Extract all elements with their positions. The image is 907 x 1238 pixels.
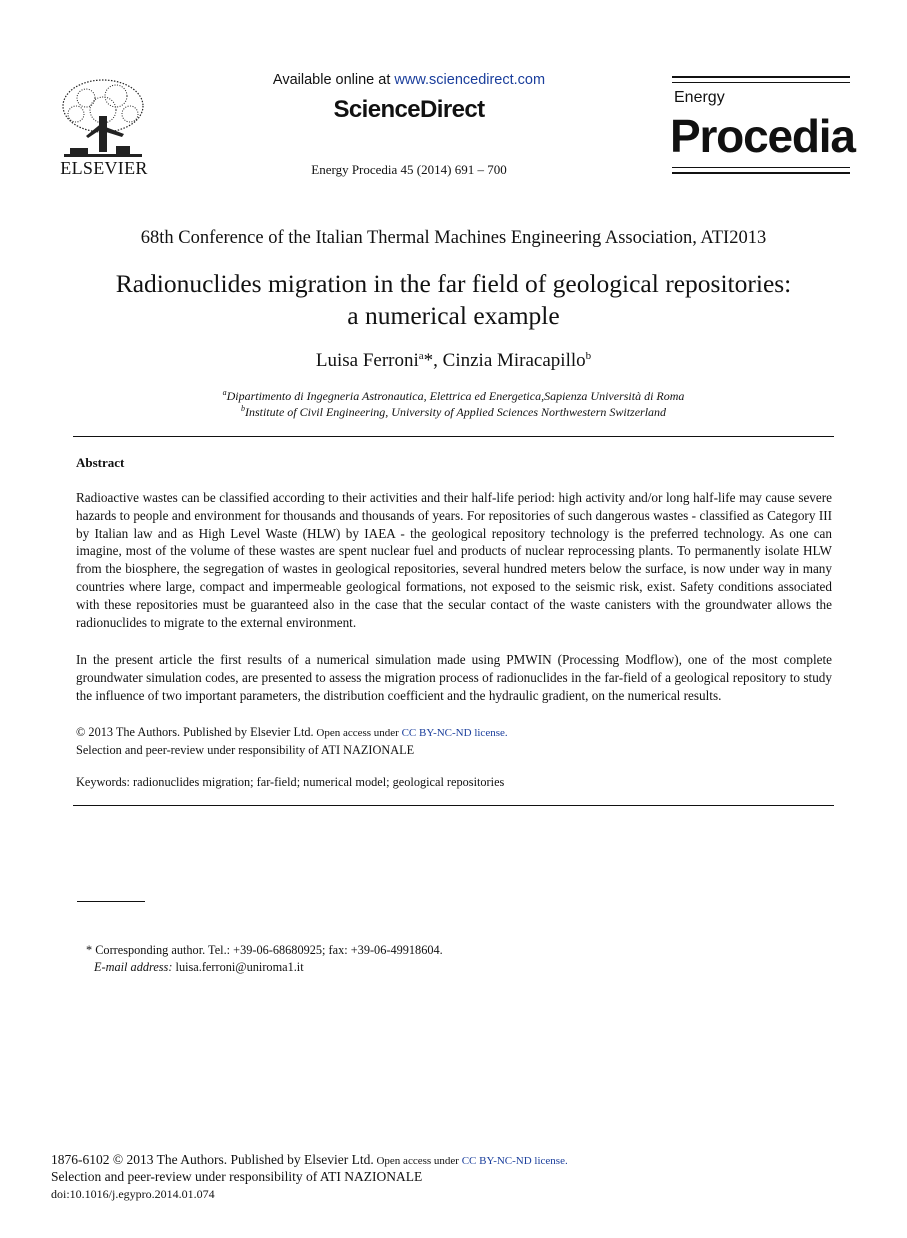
footer-copyright [51,1152,568,1168]
sciencedirect-url-link[interactable]: www.sciencedirect.com [394,72,546,88]
journal-logo-procedia: Procedia [670,110,855,162]
journal-logo-rule [672,167,850,168]
abstract-paragraph: Radioactive wastes can be classified according to their activities and their half-life period: high activity and/or long half-life may cause severe hazards to people and environment for thousands and thousands of years. For repositories of such dangerous wastes - classified as Category III by Italian law and as High Level Waste (HLW) by IAEA - the geological repository technology is the preferred technology. As one can imagine, most of the volume of these wastes are spent nuclear fuel and products of nuclear reprocessing plants. To permanently isolate HLW from the biosphere, the segregation of wastes in geological repositories, several hundred meters below the surface, is now under way in many countries where large, compact and impermeable geological formations, not exposed to the seismic risk, exist. Safety conditions associated with these repositories must be guaranteed also in the case that the secular contact of the waste canisters with the groundwater allows the radionuclides to migrate to the external environment. [76,490,832,630]
journal-logo-energy: Energy [674,89,725,106]
affiliation-marker: b [585,350,592,362]
open-access-text: Open access under [373,1155,462,1167]
journal-logo-rule [672,82,850,83]
affiliation-a [0,389,907,404]
keywords: Keywords: radionuclides migration; far-field; numerical model; geological repositories [76,775,505,789]
footer-copyright-text: 1876-6102 © 2013 The Authors. Published by Elsevier Ltd. [51,1152,374,1167]
section-divider [73,436,834,437]
email-note [94,960,304,975]
abstract-paragraph: In the present article the first results of a numerical simulation made using PMWIN (Processing Modflow), one of the most complete groundwater simulation codes, are presented to assess the migration process of radionuclides in the far-field of a geological repository to study the influence of two important parameters, the distribution coefficient and the hydraulic gradient, on the numerical results. [76,652,832,703]
email-address[interactable]: luisa.ferroni@uniroma1.it [172,960,304,974]
corresponding-marker: *, [423,350,443,371]
paper-title-line: a numerical example [347,301,560,330]
peer-review-note: Selection and peer-review under responsibility of ATI NAZIONALE [76,743,415,757]
available-label: Available online at [272,72,395,88]
available-online [230,72,588,88]
open-access-text: Open access under [313,727,402,739]
affiliation-marker: b [240,404,245,413]
section-divider [73,805,834,806]
affiliation-b [0,405,907,420]
affiliation-text: Dipartimento di Ingegneria Astronautica, Elettrica ed Energetica,Sapienza Università di Roma [226,389,685,403]
copyright-line [76,725,508,740]
affiliation-marker: a [418,350,424,362]
corresponding-author-note: * Corresponding author. Tel.: +39-06-68680925; fax: +39-06-49918604. [86,943,443,957]
license-link[interactable]: CC BY-NC-ND license. [461,1155,568,1167]
license-link[interactable]: CC BY-NC-ND license. [401,727,508,739]
sciencedirect-logo: ScienceDirect [333,96,485,123]
affiliation-marker: a [222,388,227,397]
journal-citation: Energy Procedia 45 (2014) 691 – 700 [311,162,507,177]
elsevier-wordmark: ELSEVIER [60,158,148,178]
copyright-text: © 2013 The Authors. Published by Elsevier Ltd. [76,725,314,739]
footer-peer-review: Selection and peer-review under responsibility of ATI NAZIONALE [51,1169,423,1184]
paper-title-line: Radionuclides migration in the far field of geological repositories: [115,269,792,298]
author-list [0,350,907,372]
footnote-rule [77,901,145,902]
author-name: Luisa Ferroni [315,350,419,371]
doi[interactable]: doi:10.1016/j.egypro.2014.01.074 [51,1187,215,1201]
author-name: Cinzia Miracapillo [442,350,586,371]
email-label: E-mail address: [94,960,173,974]
paper-title [40,268,867,332]
conference-name: 68th Conference of the Italian Thermal Machines Engineering Association, ATI2013 [140,228,767,248]
journal-logo-rule [672,172,850,174]
affiliation-text: Institute of Civil Engineering, University of Applied Sciences Northwestern Switzerland [244,405,667,419]
journal-logo-rule [672,76,850,78]
abstract-heading: Abstract [76,455,125,470]
